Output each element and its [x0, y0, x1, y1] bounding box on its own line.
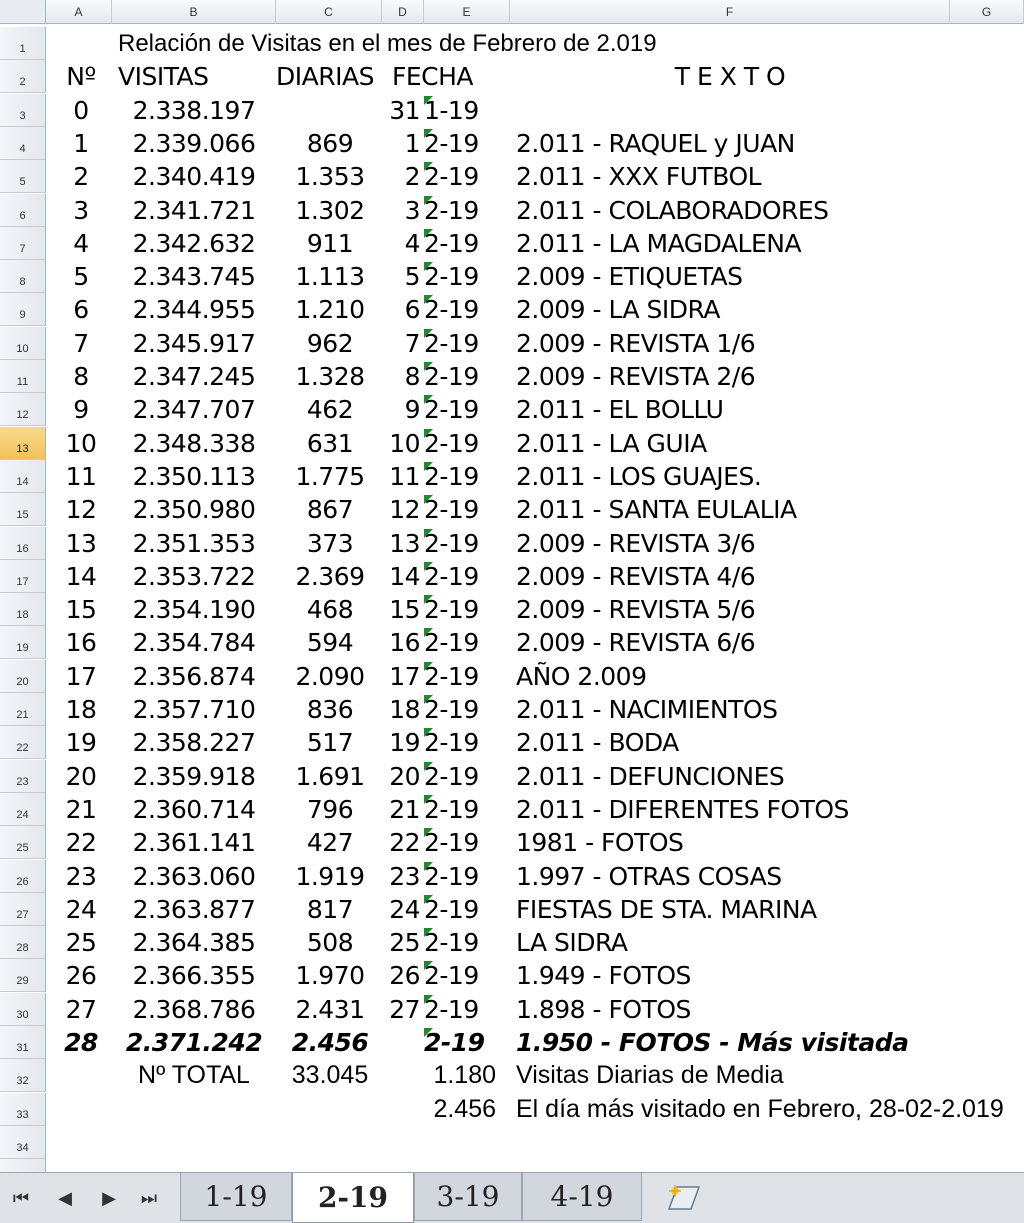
cell-c-21[interactable]: 836	[306, 695, 354, 724]
cell-d-9[interactable]: 6	[404, 295, 420, 325]
cell-e-16[interactable]: 2-19	[424, 528, 479, 558]
cell-a-26[interactable]: 23	[65, 861, 97, 891]
cell-a-23[interactable]: 20	[65, 761, 97, 791]
cell-d-19[interactable]: 16	[389, 628, 420, 658]
cell-e-28[interactable]: 2-19	[424, 928, 479, 958]
row-header-22[interactable]: 22	[0, 726, 46, 759]
row-header-31[interactable]: 31	[0, 1026, 46, 1059]
row-header-16[interactable]: 16	[0, 527, 46, 560]
cell-c-28[interactable]: 508	[306, 928, 354, 958]
cell-a-13[interactable]: 10	[65, 428, 97, 458]
error-indicator-icon	[424, 862, 433, 871]
row-header-32[interactable]: 32	[0, 1059, 46, 1092]
cell-a-5[interactable]: 2	[73, 162, 89, 192]
last-sheet-icon[interactable]: ⏭	[140, 1187, 158, 1208]
error-indicator-icon	[424, 728, 433, 737]
cell-f-31[interactable]: 1.950 - FOTOS - Más visitada	[516, 1028, 909, 1057]
row-header-8[interactable]: 8	[0, 260, 46, 293]
cell-c-20[interactable]: 2.090	[295, 661, 365, 691]
cell-c-10[interactable]: 962	[306, 328, 354, 358]
cell-c-9[interactable]: 1.210	[295, 295, 365, 325]
cell-b-29[interactable]: 2.366.355	[132, 961, 256, 991]
row-header-17[interactable]: 17	[0, 560, 46, 593]
cell-b-20[interactable]: 2.356.874	[132, 661, 256, 691]
cell-c-30[interactable]: 2.431	[295, 994, 365, 1024]
error-indicator-icon	[424, 96, 433, 105]
cell-f-11[interactable]: 2.009 - REVISTA 2/6	[516, 362, 756, 391]
cell-f-32[interactable]: Visitas Diarias de Media	[516, 1061, 784, 1090]
cell-d-24[interactable]: 21	[389, 794, 420, 824]
row-header-18[interactable]: 18	[0, 593, 46, 626]
cell-b-10[interactable]: 2.345.917	[132, 328, 256, 358]
error-indicator-icon	[424, 595, 433, 604]
tab-4-19[interactable]: 4-19	[522, 1173, 642, 1221]
row-header-25[interactable]: 25	[0, 826, 46, 859]
cell-c-5[interactable]: 1.353	[295, 162, 365, 192]
row-header-27[interactable]: 27	[0, 893, 46, 926]
error-indicator-icon	[424, 562, 433, 571]
cell-b-21[interactable]: 2.357.710	[132, 695, 256, 724]
cell-d-7[interactable]: 4	[404, 228, 420, 258]
cell-f-15[interactable]: 2.011 - SANTA EULALIA	[516, 495, 797, 525]
cell-c-24[interactable]: 796	[306, 794, 354, 824]
cell-c-6[interactable]: 1.302	[295, 195, 365, 225]
cell-a-28[interactable]: 25	[65, 928, 97, 958]
cell-e-20[interactable]: 2-19	[424, 661, 479, 691]
cell-a-20[interactable]: 17	[65, 661, 97, 691]
column-header-c[interactable]: C	[276, 0, 382, 24]
first-sheet-icon[interactable]: ⏮	[12, 1187, 30, 1208]
cell-b-14[interactable]: 2.350.113	[132, 461, 256, 491]
cell-c-4[interactable]: 869	[306, 128, 354, 158]
cell-a-22[interactable]: 19	[65, 728, 97, 758]
insert-sheet-icon[interactable]	[660, 1179, 706, 1217]
cell-b-23[interactable]: 2.359.918	[132, 761, 256, 791]
cell-e-27[interactable]: 2-19	[424, 894, 479, 924]
error-indicator-icon	[424, 462, 433, 471]
cell-d-30[interactable]: 27	[389, 994, 420, 1024]
row-header-24[interactable]: 24	[0, 793, 46, 826]
cell-f-26[interactable]: 1.997 - OTRAS COSAS	[516, 861, 782, 891]
cell-e-19[interactable]: 2-19	[424, 628, 479, 658]
cell-f-5[interactable]: 2.011 - XXX FUTBOL	[516, 162, 762, 192]
cell-b-11[interactable]: 2.347.245	[132, 362, 256, 391]
column-header-a[interactable]: A	[46, 0, 112, 24]
cell-f-10[interactable]: 2.009 - REVISTA 1/6	[516, 328, 756, 358]
cell-b-18[interactable]: 2.354.190	[132, 595, 256, 625]
cell-b-28[interactable]: 2.364.385	[132, 928, 256, 958]
cell-d-2[interactable]: FECHA	[392, 62, 474, 92]
error-indicator-icon	[424, 395, 433, 404]
cell-e-5[interactable]: 2-19	[424, 162, 479, 192]
cell-f-9[interactable]: 2.009 - LA SIDRA	[516, 295, 720, 325]
cell-b-4[interactable]: 2.339.066	[132, 128, 256, 158]
cell-a-11[interactable]: 8	[73, 362, 89, 391]
cell-c-23[interactable]: 1.691	[295, 761, 365, 791]
cell-c-8[interactable]: 1.113	[295, 262, 365, 292]
cell-e-21[interactable]: 2-19	[424, 695, 479, 724]
error-indicator-icon	[424, 362, 433, 371]
cell-e-31[interactable]: 2-19	[424, 1028, 485, 1057]
cell-c-12[interactable]: 462	[306, 395, 354, 425]
cell-a-14[interactable]: 11	[65, 461, 97, 491]
cell-c-13[interactable]: 631	[306, 428, 354, 458]
cell-b-12[interactable]: 2.347.707	[132, 395, 256, 425]
cell-f-21[interactable]: 2.011 - NACIMIENTOS	[516, 695, 778, 724]
cell-d-23[interactable]: 20	[389, 761, 420, 791]
cell-d-13[interactable]: 10	[389, 428, 420, 458]
error-indicator-icon	[424, 895, 433, 904]
cell-b-17[interactable]: 2.353.722	[132, 561, 256, 591]
row-header-21[interactable]: 21	[0, 693, 46, 726]
row-header-11[interactable]: 11	[0, 360, 46, 393]
cell-e-26[interactable]: 2-19	[424, 861, 479, 891]
cell-a-16[interactable]: 13	[65, 528, 97, 558]
cell-b-22[interactable]: 2.358.227	[132, 728, 256, 758]
cell-a-30[interactable]: 27	[65, 994, 97, 1024]
row-header-13[interactable]: 13	[0, 427, 46, 460]
row-header-30[interactable]: 30	[0, 993, 46, 1026]
cell-b-3[interactable]: 2.338.197	[132, 95, 256, 125]
row-header-29[interactable]: 29	[0, 959, 46, 992]
column-header-e[interactable]: E	[424, 0, 510, 24]
cell-e-29[interactable]: 2-19	[424, 961, 479, 991]
cell-c-17[interactable]: 2.369	[295, 561, 365, 591]
cell-b-24[interactable]: 2.360.714	[132, 794, 256, 824]
row-header-12[interactable]: 12	[0, 393, 46, 426]
cell-f-24[interactable]: 2.011 - DIFERENTES FOTOS	[516, 794, 849, 824]
row-header-23[interactable]: 23	[0, 760, 46, 793]
cell-d-26[interactable]: 23	[389, 861, 420, 891]
cell-b-27[interactable]: 2.363.877	[132, 894, 256, 924]
cell-f-17[interactable]: 2.009 - REVISTA 4/6	[516, 561, 756, 591]
cell-b-7[interactable]: 2.342.632	[132, 228, 256, 258]
cell-e-18[interactable]: 2-19	[424, 595, 479, 625]
cell-d-10[interactable]: 7	[404, 328, 420, 358]
cell-d-27[interactable]: 24	[389, 894, 420, 924]
cell-d-22[interactable]: 19	[389, 728, 420, 758]
cell-a-24[interactable]: 21	[65, 794, 97, 824]
next-sheet-icon[interactable]: ▶	[102, 1187, 116, 1208]
cell-e-12[interactable]: 2-19	[424, 395, 479, 425]
column-header-d[interactable]: D	[382, 0, 424, 24]
cell-e-8[interactable]: 2-19	[424, 262, 479, 292]
cell-f-25[interactable]: 1981 - FOTOS	[516, 828, 684, 858]
cell-e-22[interactable]: 2-19	[424, 728, 479, 758]
cell-e-7[interactable]: 2-19	[424, 228, 479, 258]
cell-a-10[interactable]: 7	[73, 328, 89, 358]
cell-d-15[interactable]: 12	[389, 495, 420, 525]
cell-a-12[interactable]: 9	[73, 395, 89, 425]
cell-a-4[interactable]: 1	[73, 128, 89, 158]
row-header-20[interactable]: 20	[0, 660, 46, 693]
cell-a-31[interactable]: 28	[64, 1028, 98, 1057]
column-header-g[interactable]: G	[950, 0, 1024, 24]
cell-e-10[interactable]: 2-19	[424, 328, 479, 358]
cell-d-18[interactable]: 15	[389, 595, 420, 625]
cell-c-27[interactable]: 817	[306, 894, 354, 924]
error-indicator-icon	[424, 662, 433, 671]
row-header-9[interactable]: 9	[0, 293, 46, 326]
row-header-14[interactable]: 14	[0, 460, 46, 493]
cell-e-3[interactable]: 1-19	[424, 95, 479, 125]
cell-f-19[interactable]: 2.009 - REVISTA 6/6	[516, 628, 756, 658]
cell-d-21[interactable]: 18	[389, 695, 420, 724]
error-indicator-icon	[424, 961, 433, 970]
cell-e-6[interactable]: 2-19	[424, 195, 479, 225]
cell-e-25[interactable]: 2-19	[424, 828, 479, 858]
cell-f-27[interactable]: FIESTAS DE STA. MARINA	[516, 894, 817, 924]
cell-e-30[interactable]: 2-19	[424, 994, 479, 1024]
cell-e-13[interactable]: 2-19	[424, 428, 479, 458]
error-indicator-icon	[424, 262, 433, 271]
column-header-f[interactable]: F	[510, 0, 950, 24]
error-indicator-icon	[424, 795, 433, 804]
cell-f-18[interactable]: 2.009 - REVISTA 5/6	[516, 595, 756, 625]
cell-c-7[interactable]: 911	[306, 228, 354, 258]
cell-c-14[interactable]: 1.775	[295, 461, 365, 491]
sheet-title[interactable]: Relación de Visitas en el mes de Febrero de 2.019	[118, 30, 657, 57]
row-header-28[interactable]: 28	[0, 926, 46, 959]
cell-f-4[interactable]: 2.011 - RAQUEL y JUAN	[516, 128, 795, 158]
error-indicator-icon	[424, 162, 433, 171]
cell-d-28[interactable]: 25	[389, 928, 420, 958]
cell-e-33[interactable]: 2.456	[433, 1094, 496, 1123]
cell-b-16[interactable]: 2.351.353	[132, 528, 256, 558]
cell-b-9[interactable]: 2.344.955	[132, 295, 256, 325]
cell-e-9[interactable]: 2-19	[424, 295, 479, 325]
row-header-10[interactable]: 10	[0, 327, 46, 360]
cell-c-11[interactable]: 1.328	[295, 362, 365, 391]
cell-b-19[interactable]: 2.354.784	[132, 628, 256, 658]
cell-b-8[interactable]: 2.343.745	[132, 262, 256, 292]
cell-e-24[interactable]: 2-19	[424, 794, 479, 824]
tab-1-19[interactable]: 1-19	[180, 1173, 292, 1221]
cell-d-25[interactable]: 22	[389, 828, 420, 858]
cell-f-16[interactable]: 2.009 - REVISTA 3/6	[516, 528, 756, 558]
prev-sheet-icon[interactable]: ◀	[58, 1187, 72, 1208]
row-header-1[interactable]: 1	[0, 27, 46, 60]
cell-b-26[interactable]: 2.363.060	[132, 861, 256, 891]
sheet-tab-bar	[0, 1172, 1024, 1223]
row-header-34[interactable]: 34	[0, 1126, 46, 1159]
cell-e-15[interactable]: 2-19	[424, 495, 479, 525]
column-header-b[interactable]: B	[112, 0, 276, 24]
tab-2-19[interactable]: 2-19	[292, 1173, 414, 1223]
cell-d-17[interactable]: 14	[389, 561, 420, 591]
cell-a-27[interactable]: 24	[65, 894, 97, 924]
cell-f-6[interactable]: 2.011 - COLABORADORES	[516, 195, 829, 225]
row-header-33[interactable]: 33	[0, 1093, 46, 1126]
cell-a-15[interactable]: 12	[65, 495, 97, 525]
cell-d-14[interactable]: 11	[389, 461, 420, 491]
error-indicator-icon	[424, 928, 433, 937]
error-indicator-icon	[424, 196, 433, 205]
cell-a-21[interactable]: 18	[65, 695, 97, 724]
error-indicator-icon	[424, 529, 433, 538]
row-header-3[interactable]: 3	[0, 94, 46, 127]
cell-e-32[interactable]: 1.180	[433, 1061, 496, 1090]
cell-c-32[interactable]: 33.045	[291, 1061, 369, 1090]
cell-e-4[interactable]: 2-19	[424, 128, 479, 158]
row-header-2[interactable]: 2	[0, 60, 46, 93]
cell-c-31[interactable]: 2.456	[291, 1028, 369, 1057]
cell-b-32[interactable]: Nº TOTAL	[138, 1061, 250, 1090]
cell-c-16[interactable]: 373	[306, 528, 354, 558]
tab-3-19[interactable]: 3-19	[414, 1173, 522, 1221]
cell-d-11[interactable]: 8	[404, 362, 420, 391]
cell-e-17[interactable]: 2-19	[424, 561, 479, 591]
cell-a-19[interactable]: 16	[65, 628, 97, 658]
cell-b-25[interactable]: 2.361.141	[132, 828, 256, 858]
cell-f-28[interactable]: LA SIDRA	[516, 928, 628, 958]
error-indicator-icon	[424, 762, 433, 771]
cell-a-17[interactable]: 14	[65, 561, 97, 591]
cell-a-29[interactable]: 26	[65, 961, 97, 991]
error-indicator-icon	[424, 695, 433, 704]
cell-f-2[interactable]: T E X T O	[674, 62, 786, 92]
cell-d-3[interactable]: 31	[389, 95, 420, 125]
cell-f-30[interactable]: 1.898 - FOTOS	[516, 994, 691, 1024]
cell-d-20[interactable]: 17	[389, 661, 420, 691]
error-indicator-icon	[424, 628, 433, 637]
row-header-6[interactable]: 6	[0, 194, 46, 227]
cell-d-5[interactable]: 2	[404, 162, 420, 192]
cell-e-14[interactable]: 2-19	[424, 461, 479, 491]
cell-d-4[interactable]: 1	[404, 128, 420, 158]
cell-f-13[interactable]: 2.011 - LA GUIA	[516, 428, 707, 458]
cell-a-7[interactable]: 4	[73, 228, 89, 258]
cell-b-13[interactable]: 2.348.338	[132, 428, 256, 458]
row-header-19[interactable]: 19	[0, 626, 46, 659]
cell-e-23[interactable]: 2-19	[424, 761, 479, 791]
error-indicator-icon	[424, 129, 433, 138]
cell-f-23[interactable]: 2.011 - DEFUNCIONES	[516, 761, 785, 791]
cell-f-8[interactable]: 2.009 - ETIQUETAS	[516, 262, 743, 292]
cell-b-30[interactable]: 2.368.786	[132, 994, 256, 1024]
cell-f-20[interactable]: AÑO 2.009	[516, 661, 647, 691]
cell-a-6[interactable]: 3	[73, 195, 89, 225]
row-header-26[interactable]: 26	[0, 860, 46, 893]
cell-f-12[interactable]: 2.011 - EL BOLLU	[516, 395, 724, 425]
cell-c-25[interactable]: 427	[306, 828, 354, 858]
error-indicator-icon	[424, 495, 433, 504]
cell-f-22[interactable]: 2.011 - BODA	[516, 728, 679, 758]
cell-d-12[interactable]: 9	[404, 395, 420, 425]
error-indicator-icon	[424, 229, 433, 238]
cell-d-6[interactable]: 3	[404, 195, 420, 225]
cell-e-11[interactable]: 2-19	[424, 362, 479, 391]
error-indicator-icon	[424, 828, 433, 837]
cell-a-3[interactable]: 0	[73, 95, 89, 125]
cell-c-18[interactable]: 468	[306, 595, 354, 625]
cell-c-26[interactable]: 1.919	[295, 861, 365, 891]
cell-c-19[interactable]: 594	[306, 628, 354, 658]
cell-b-31[interactable]: 2.371.242	[125, 1028, 263, 1057]
error-indicator-icon	[424, 1028, 433, 1037]
select-all-corner[interactable]	[0, 0, 46, 24]
cell-b-6[interactable]: 2.341.721	[132, 195, 256, 225]
cell-f-14[interactable]: 2.011 - LOS GUAJES.	[516, 461, 762, 491]
cell-f-7[interactable]: 2.011 - LA MAGDALENA	[516, 228, 802, 258]
cell-a-8[interactable]: 5	[73, 262, 89, 292]
error-indicator-icon	[424, 329, 433, 338]
cell-b-15[interactable]: 2.350.980	[132, 495, 256, 525]
row-header-15[interactable]: 15	[0, 493, 46, 526]
cell-a-25[interactable]: 22	[65, 828, 97, 858]
error-indicator-icon	[424, 429, 433, 438]
row-header-7[interactable]: 7	[0, 227, 46, 260]
cell-d-29[interactable]: 26	[389, 961, 420, 991]
cell-f-29[interactable]: 1.949 - FOTOS	[516, 961, 691, 991]
cell-c-15[interactable]: 867	[306, 495, 354, 525]
cell-d-8[interactable]: 5	[404, 262, 420, 292]
cell-a-9[interactable]: 6	[73, 295, 89, 325]
cell-b-5[interactable]: 2.340.419	[132, 162, 256, 192]
cell-a-18[interactable]: 15	[65, 595, 97, 625]
cell-c-29[interactable]: 1.970	[295, 961, 365, 991]
row-header-4[interactable]: 4	[0, 127, 46, 160]
cell-c-22[interactable]: 517	[306, 728, 354, 758]
error-indicator-icon	[424, 295, 433, 304]
error-indicator-icon	[424, 995, 433, 1004]
cell-d-16[interactable]: 13	[389, 528, 420, 558]
cell-f-33[interactable]: El día más visitado en Febrero, 28-02-2.019	[516, 1094, 1004, 1123]
cell-c-2[interactable]: DIARIAS	[276, 62, 374, 92]
cell-a-2[interactable]: Nº	[66, 62, 96, 92]
row-header-5[interactable]: 5	[0, 160, 46, 193]
cell-b-2[interactable]: VISITAS	[118, 62, 209, 92]
